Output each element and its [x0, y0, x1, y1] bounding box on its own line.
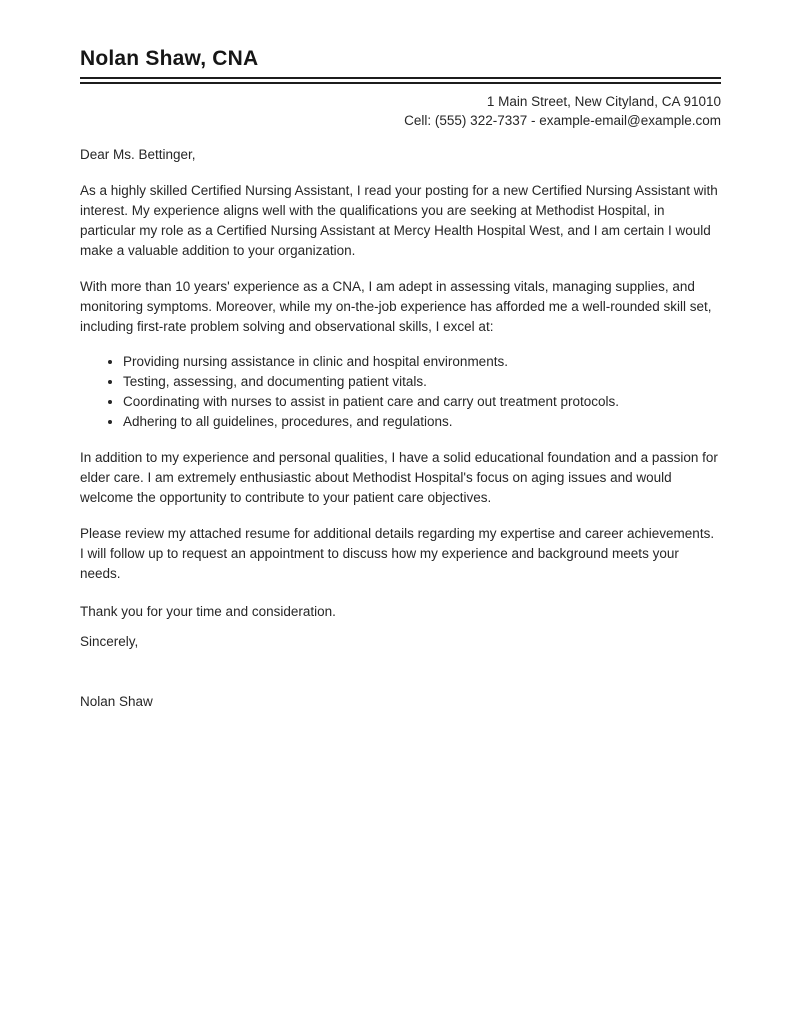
- page-title: Nolan Shaw, CNA: [80, 47, 259, 70]
- bullet-item: [108, 352, 721, 372]
- bullet-item: [108, 412, 721, 432]
- bullet-icon: [108, 380, 112, 384]
- skills-bullet-list: [80, 352, 721, 432]
- bullet-item-text: Providing nursing assistance in clinic and hospital environments.: [123, 354, 508, 369]
- salutation: Dear Ms. Bettinger,: [80, 147, 196, 162]
- bullet-item: [108, 392, 721, 412]
- header-divider: [80, 77, 721, 84]
- bullet-icon: [108, 420, 112, 424]
- resume-paragraph: Please review my attached resume for additional details regarding my expertise and career achievements. I will follow up to request an appointment to discuss how my experience and background meets your needs.: [80, 526, 715, 581]
- bullet-item: [108, 372, 721, 392]
- thanks-line: Thank you for your time and consideration.: [80, 604, 336, 619]
- education-paragraph: In addition to my experience and personal qualities, I have a solid educational foundation and a passion for elder care. I am extremely enthusiastic about Methodist Hospital's focus on aging issues and would welcome the opportunity to contribute to your patient care objectives.: [80, 450, 718, 505]
- closing-line: Sincerely,: [80, 634, 139, 649]
- bullet-item-text: Coordinating with nurses to assist in patient care and carry out treatment protocols.: [123, 394, 619, 409]
- contact-block: [80, 93, 721, 130]
- bullet-item-text: Testing, assessing, and documenting patient vitals.: [123, 374, 427, 389]
- bullet-icon: [108, 360, 112, 364]
- address-line: 1 Main Street, New Cityland, CA 91010: [486, 94, 721, 109]
- signature-name: Nolan Shaw: [80, 694, 153, 709]
- bullet-icon: [108, 400, 112, 404]
- intro-paragraph: As a highly skilled Certified Nursing Assistant, I read your posting for a new Certified Nursing Assistant with interest. My experience aligns well with the qualifications you are seeking at Methodist Hospital, in particular my role as a Certified Nursing Assistant at Mercy Health Hospital West, and I am certain I would make a valuable addition to your organization.: [80, 183, 718, 258]
- bullet-item-text: Adhering to all guidelines, procedures, and regulations.: [123, 414, 453, 429]
- experience-paragraph: With more than 10 years' experience as a CNA, I am adept in assessing vitals, managing supplies, and monitoring symptoms. Moreover, while my on-the-job experience has afforded me a well-rounded skill set, including first-rate problem solving and observational skills, I excel at:: [80, 279, 712, 334]
- contact-line: Cell: (555) 322-7337 - example-email@example.com: [404, 112, 721, 128]
